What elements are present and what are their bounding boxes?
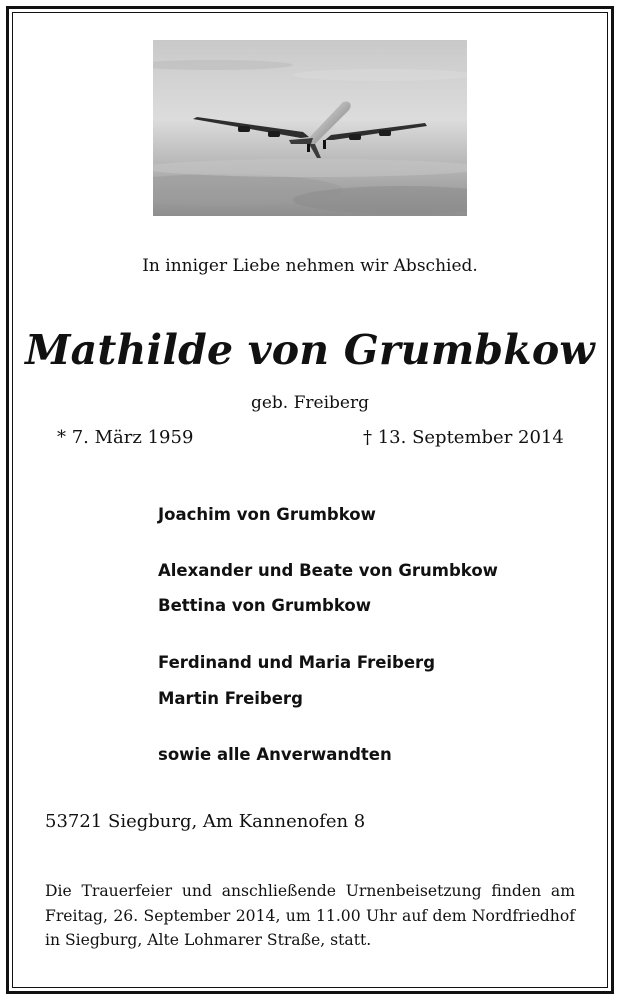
mourner-item: Bettina von Grumbkow (158, 596, 371, 615)
birth-date: * 7. März 1959 (57, 427, 194, 448)
airplane-photo (153, 40, 467, 216)
funeral-notice: Die Trauerfeier und anschließende Urnenbeisetzung finden am Freitag, 26. September 2014, um 11.00 Uhr auf dem Nordfriedhof in Siegburg, Alte Lohmarer Straße, statt. (45, 882, 575, 949)
mourner-item: Ferdinand und Maria Freiberg (158, 653, 436, 672)
intro-text: In inniger Liebe nehmen wir Abschied. (142, 256, 478, 276)
mourner-item: Joachim von Grumbkow (158, 505, 376, 524)
deceased-name: Mathilde von Grumbkow (25, 326, 595, 374)
mourner-item: Alexander und Beate von Grumbkow (158, 561, 498, 580)
mourner-item: Martin Freiberg (158, 689, 303, 708)
death-date: † 13. September 2014 (363, 427, 564, 448)
maiden-name: geb. Freiberg (250, 393, 369, 413)
mourner-item: sowie alle Anverwandten (158, 745, 392, 764)
address: 53721 Siegburg, Am Kannenofen 8 (45, 811, 366, 832)
